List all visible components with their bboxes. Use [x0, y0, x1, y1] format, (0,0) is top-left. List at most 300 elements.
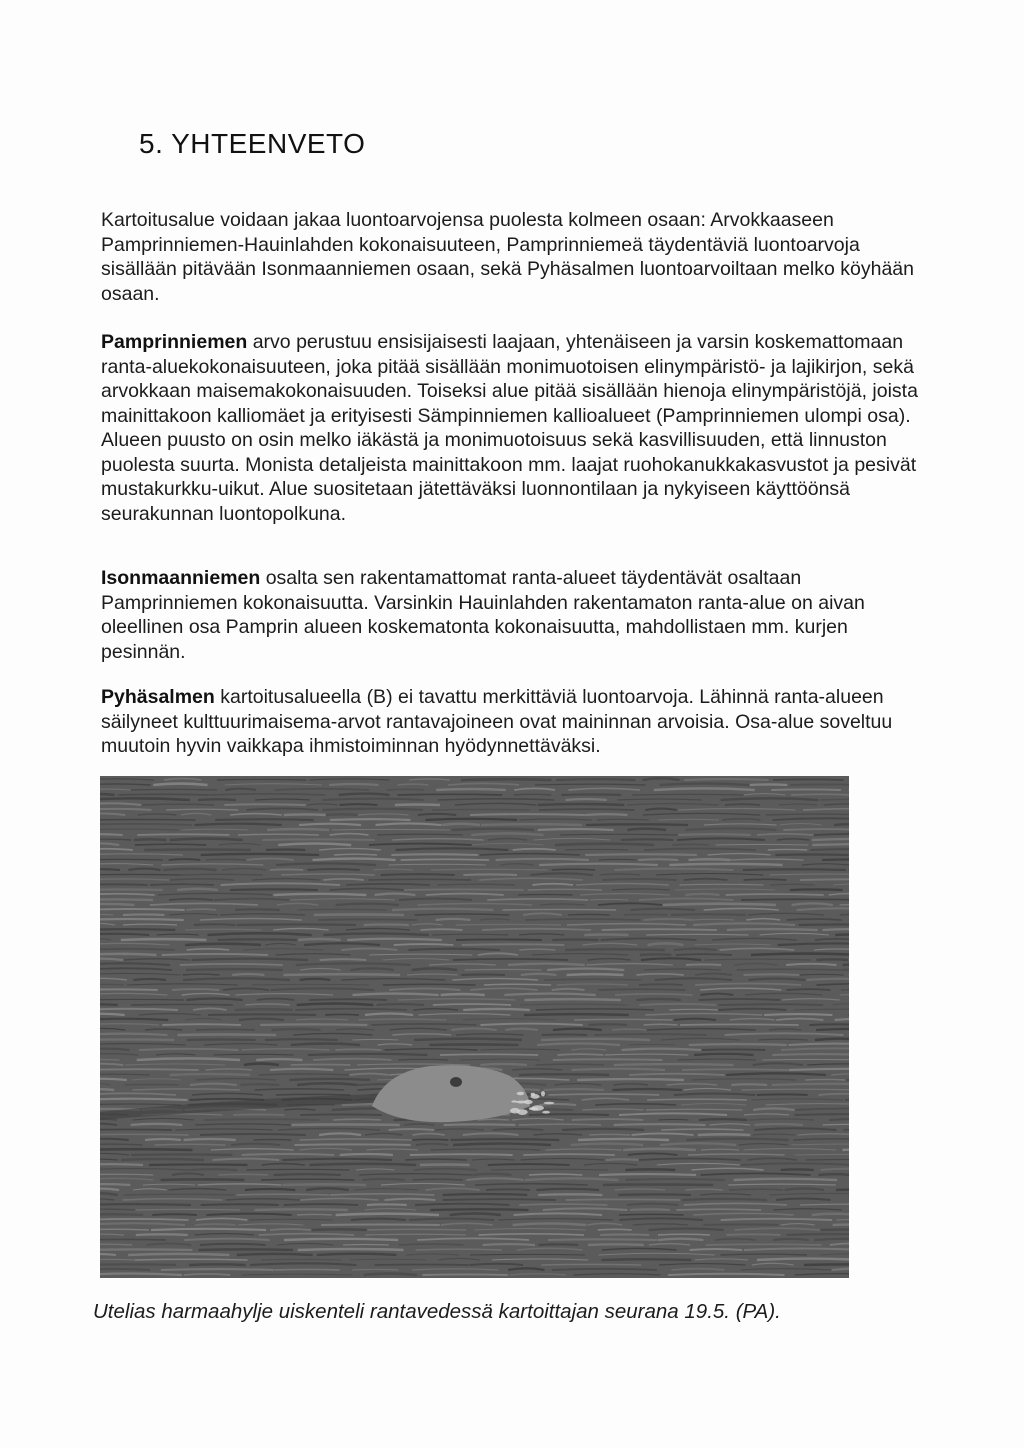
wave-ripple	[100, 884, 148, 885]
wave-ripple	[295, 1144, 411, 1145]
wave-ripple	[245, 1189, 295, 1190]
wave-ripple	[317, 1254, 397, 1255]
wave-ripple	[590, 899, 628, 900]
wave-ripple	[701, 1149, 739, 1150]
wave-ripple	[456, 924, 561, 925]
wave-ripple	[814, 834, 849, 835]
wave-ripple	[702, 1049, 765, 1050]
wave-ripple	[100, 819, 195, 820]
wave-ripple	[100, 1229, 149, 1230]
wave-ripple	[162, 1024, 240, 1025]
wave-ripple	[685, 894, 719, 895]
wave-ripple	[180, 874, 262, 875]
wave-ripple	[204, 1119, 319, 1120]
wave-ripple	[473, 1174, 512, 1175]
wave-ripple	[100, 999, 184, 1000]
wave-ripple	[555, 844, 654, 845]
wave-ripple	[413, 1179, 463, 1180]
wave-ripple	[200, 1134, 306, 1135]
wave-ripple	[336, 1214, 439, 1215]
wave-ripple	[553, 1059, 663, 1060]
wave-ripple	[820, 1229, 849, 1230]
wave-ripple	[443, 1194, 527, 1195]
wave-ripple	[177, 1034, 276, 1035]
wave-ripple	[391, 854, 478, 855]
splash-droplet	[542, 1111, 550, 1114]
wave-ripple	[557, 1054, 603, 1055]
wave-ripple	[100, 904, 134, 905]
wave-ripple	[284, 1239, 398, 1240]
wave-ripple	[189, 1264, 246, 1265]
wave-ripple	[561, 794, 621, 795]
wave-ripple	[136, 1234, 188, 1235]
wave-ripple	[367, 1204, 407, 1205]
wave-ripple	[273, 894, 366, 895]
wave-ripple	[196, 1029, 255, 1030]
wave-ripple	[525, 919, 640, 920]
wave-ripple	[799, 924, 849, 925]
wave-ripple	[186, 909, 216, 910]
paragraph-pamprinniemi-text: arvo perustuu ensisijaisesti laajaan, yhtenäiseen ja varsin koskemattomaan ranta-aluekokonaisuuteen, joka pitää sisällään monimuotoisen elinympäristö- ja lajikirjon, sekä arvokkaan maisemakokonaisuuden. Toiseksi alue pitää sisällään hienoja elinympäristöjä, joista mainittakoon kalliomäet ja erityisesti Sämpinniemen kallioalueet (Pamprinniemen ulompi osa). Alueen puusto on osin melko iäkästä ja monimuotoisuus sekä kasvillisuuden, että linnuston puolesta suurta. Monista detaljeista mainittakoon mm. laajat ruohokanukkakasvustot ja pesivät mustakurkku-uikut. Alue suositetaan jätettäväksi luonnontilaan ja nykyiseen käyttöönsä seurakunnan luontopolkuna.	[101, 331, 918, 525]
wave-ripple	[307, 869, 359, 870]
wave-ripple	[682, 1199, 767, 1200]
wave-ripple	[639, 1004, 716, 1005]
wave-ripple	[726, 1234, 780, 1235]
wave-ripple	[230, 889, 318, 890]
wave-ripple	[100, 1089, 114, 1090]
wave-ripple	[199, 1249, 294, 1250]
wave-ripple	[291, 1064, 351, 1065]
wave-ripple	[254, 1139, 292, 1140]
wave-ripple	[267, 829, 329, 830]
wave-ripple	[810, 849, 849, 850]
wave-ripple	[461, 974, 504, 975]
wave-ripple	[100, 859, 163, 860]
wave-ripple	[224, 804, 305, 805]
wave-ripple	[682, 1069, 789, 1070]
wave-ripple	[262, 839, 374, 840]
wave-ripple	[137, 834, 229, 835]
wave-ripple	[743, 869, 846, 870]
wave-ripple	[389, 1129, 435, 1130]
wave-ripple	[833, 1224, 849, 1225]
wave-ripple	[145, 1139, 181, 1140]
wave-ripple	[270, 869, 303, 870]
wave-ripple	[381, 874, 455, 875]
wave-ripple	[677, 1209, 762, 1210]
wave-ripple	[842, 969, 849, 970]
wave-ripple	[669, 1009, 717, 1010]
wave-ripple	[134, 839, 166, 840]
wave-ripple	[614, 1064, 734, 1065]
wave-ripple	[364, 1274, 417, 1275]
wave-ripple	[135, 844, 206, 845]
wave-ripple	[757, 1094, 808, 1095]
wave-ripple	[320, 959, 367, 960]
wave-ripple	[840, 904, 849, 905]
wave-ripple	[131, 789, 217, 790]
wave-ripple	[437, 884, 515, 885]
wave-ripple	[814, 1239, 849, 1240]
wave-ripple	[194, 824, 281, 825]
wave-ripple	[669, 864, 782, 865]
wave-ripple	[362, 1179, 404, 1180]
wave-ripple	[835, 934, 849, 935]
wave-ripple	[689, 1044, 787, 1045]
wave-ripple	[463, 1009, 530, 1010]
wave-ripple	[816, 959, 848, 960]
wave-ripple	[699, 999, 780, 1000]
wave-ripple	[128, 1254, 229, 1255]
wave-ripple	[100, 1254, 116, 1255]
seal-photo	[100, 776, 849, 1278]
paragraph-isonmaanniemi-text: osalta sen rakentamattomat ranta-alueet täydentävät osaltaan Pamprinniemen kokonaisuutta. Varsinkin Hauinlahden rakentamaton ranta-alue on aivan oleellinen osa Pamprin alueen koskematonta kokonaisuutta, mahdollistaen mm. kurjen pesinnän.	[101, 567, 865, 663]
wave-ripple	[794, 1114, 849, 1115]
wave-ripple	[401, 859, 489, 860]
wave-ripple	[441, 994, 485, 995]
wave-ripple	[556, 779, 635, 780]
wave-ripple	[232, 974, 264, 975]
wave-ripple	[300, 979, 331, 980]
wave-ripple	[729, 1189, 783, 1190]
wave-ripple	[618, 1194, 691, 1195]
wave-ripple	[806, 1159, 849, 1160]
term-pamprinniemi: Pamprinniemen	[101, 331, 248, 353]
wave-ripple	[255, 1209, 348, 1210]
wave-ripple	[658, 819, 719, 820]
wave-ripple	[309, 999, 387, 1000]
wave-ripple	[100, 1209, 135, 1210]
wave-ripple	[100, 1014, 125, 1015]
wave-ripple	[270, 1069, 334, 1070]
wave-ripple	[480, 1064, 526, 1065]
wave-ripple	[741, 899, 849, 900]
seal-eye	[450, 1077, 462, 1087]
photo-caption: Utelias harmaahylje uiskenteli rantavedessä kartoittajan seurana 19.5. (PA).	[93, 1300, 781, 1323]
wave-ripple	[297, 1214, 332, 1215]
wave-ripple	[123, 1194, 234, 1195]
wave-ripple	[161, 1269, 274, 1270]
wave-ripple	[404, 889, 523, 890]
wave-ripple	[496, 859, 589, 860]
wave-ripple	[719, 1004, 824, 1005]
wave-ripple	[177, 889, 218, 890]
wave-ripple	[420, 1164, 470, 1165]
wave-ripple	[414, 1039, 522, 1040]
wave-ripple	[282, 1184, 366, 1185]
wave-ripple	[823, 929, 849, 930]
wave-ripple	[144, 849, 250, 850]
term-pyhasalmi: Pyhäsalmen	[101, 686, 215, 708]
wave-ripple	[329, 784, 378, 785]
wave-ripple	[528, 889, 602, 890]
wave-ripple	[335, 1049, 381, 1050]
wave-ripple	[195, 1224, 235, 1225]
wave-ripple	[100, 1034, 168, 1035]
wave-ripple	[421, 929, 463, 930]
wave-ripple	[508, 964, 585, 965]
wave-ripple	[805, 1079, 845, 1080]
wave-ripple	[309, 1164, 416, 1165]
wave-ripple	[284, 814, 326, 815]
wave-ripple	[800, 879, 849, 880]
wave-ripple	[795, 1154, 849, 1155]
wave-ripple	[347, 939, 441, 940]
wave-ripple	[358, 1019, 446, 1020]
wave-ripple	[392, 909, 493, 910]
paragraph-intro-text: Kartoitusalue voidaan jakaa luontoarvojensa puolesta kolmeen osaan: Arvokkaaseen Pamprinniemen-Hauinlahden kokonaisuuteen, Pamprinniemeä täydentäviä luontoarvoja sisällään pitävään Isonmaanniemen osaan, sekä Pyhäsalmen luontoarvoiltaan melko köyhään osaan.	[101, 209, 915, 305]
splash-droplet	[531, 1094, 540, 1099]
wave-ripple	[100, 1019, 168, 1020]
wave-ripple	[644, 919, 693, 920]
paragraph-pyhasalmi-text: kartoitusalueella (B) ei tavattu merkittäviä luontoarvoja. Lähinnä ranta-alueen säilyneet kulttuurimaisema-arvot rantavajoineen ovat maininnan arvoisia. Osa-alue soveltuu muutoin hyvin vaikkapa ihmistoiminnan hyödynnettäväksi.	[101, 686, 893, 757]
wave-ripple	[134, 979, 166, 980]
wave-ripple	[339, 794, 390, 795]
wave-ripple	[100, 1074, 150, 1075]
wave-ripple	[566, 1199, 680, 1200]
wave-ripple	[836, 1189, 849, 1190]
wave-ripple	[809, 1024, 849, 1025]
wave-ripple	[787, 1234, 849, 1235]
wave-ripple	[789, 1069, 849, 1070]
wave-ripple	[768, 849, 808, 850]
wave-ripple	[698, 1134, 751, 1135]
wave-ripple	[772, 1084, 849, 1085]
wave-ripple	[100, 809, 151, 810]
wave-ripple	[375, 1264, 470, 1265]
wave-ripple	[725, 804, 760, 805]
wave-ripple	[334, 854, 377, 855]
wave-ripple	[185, 944, 261, 945]
wave-ripple	[298, 909, 386, 910]
wave-ripple	[461, 779, 551, 780]
wave-ripple	[271, 1029, 320, 1030]
wave-ripple	[674, 949, 717, 950]
wave-ripple	[151, 1229, 266, 1230]
wave-ripple	[325, 1014, 359, 1015]
wave-ripple	[452, 829, 534, 830]
wave-ripple	[816, 1029, 849, 1030]
wave-ripple	[217, 779, 306, 780]
wave-ripple	[330, 819, 411, 820]
wave-ripple	[416, 1249, 502, 1250]
wave-ripple	[823, 1124, 849, 1125]
wave-ripple	[686, 964, 721, 965]
wave-ripple	[625, 1169, 675, 1170]
wave-ripple	[150, 884, 214, 885]
wave-ripple	[646, 1109, 743, 1110]
wave-ripple	[100, 889, 163, 890]
section-heading: 5. YHTEENVETO	[139, 128, 366, 159]
wave-ripple	[627, 829, 666, 830]
wave-ripple	[308, 1054, 427, 1055]
wave-ripple	[750, 784, 787, 785]
wave-ripple	[194, 924, 236, 925]
wave-ripple	[822, 859, 849, 860]
wave-ripple	[690, 1249, 743, 1250]
wave-ripple	[440, 1054, 538, 1055]
wave-ripple	[614, 1124, 706, 1125]
wave-ripple	[663, 904, 776, 905]
wave-ripple	[536, 1189, 599, 1190]
wave-ripple	[568, 914, 610, 915]
wave-ripple	[685, 1189, 723, 1190]
wave-ripple	[332, 829, 450, 830]
wave-ripple	[100, 1144, 142, 1145]
paragraph-pyhasalmi	[101, 685, 931, 759]
wave-ripple	[647, 1099, 747, 1100]
wave-ripple	[541, 1039, 650, 1040]
wave-ripple	[383, 984, 476, 985]
wave-ripple	[716, 844, 809, 845]
wave-ripple	[572, 1119, 644, 1120]
wave-ripple	[100, 839, 131, 840]
splash-droplet	[531, 1107, 538, 1111]
wave-ripple	[352, 1269, 398, 1270]
wave-ripple	[367, 1229, 466, 1230]
wave-ripple	[602, 929, 717, 930]
splash-droplet	[541, 1091, 545, 1096]
wave-ripple	[131, 1154, 232, 1155]
wave-ripple	[819, 1174, 849, 1175]
wave-ripple	[521, 974, 557, 975]
wave-ripple	[298, 939, 340, 940]
wave-ripple	[377, 1004, 425, 1005]
wave-ripple	[488, 1164, 570, 1165]
wave-ripple	[162, 954, 268, 955]
wave-ripple	[639, 984, 683, 985]
wave-ripple	[771, 789, 841, 790]
wave-ripple	[640, 954, 672, 955]
wave-ripple	[240, 1084, 279, 1085]
wave-ripple	[731, 1084, 767, 1085]
wave-ripple	[470, 814, 585, 815]
wave-ripple	[694, 1054, 753, 1055]
wave-ripple	[100, 1249, 192, 1250]
paragraph-intro	[101, 208, 931, 306]
wave-ripple	[343, 1244, 389, 1245]
wave-ripple	[100, 929, 175, 930]
wave-ripple	[218, 939, 297, 940]
wave-ripple	[736, 969, 841, 970]
wave-ripple	[149, 1164, 247, 1165]
wave-ripple	[493, 1129, 544, 1130]
wave-ripple	[541, 1264, 641, 1265]
wave-ripple	[676, 954, 732, 955]
wave-ripple	[256, 1059, 302, 1060]
wave-ripple	[567, 974, 624, 975]
wave-ripple	[601, 1259, 691, 1260]
wave-ripple	[754, 1124, 802, 1125]
wave-ripple	[235, 909, 280, 910]
wave-ripple	[266, 849, 305, 850]
wave-ripple	[606, 1159, 639, 1160]
wave-ripple	[297, 1004, 374, 1005]
wave-ripple	[100, 869, 120, 870]
wave-ripple	[636, 999, 680, 1000]
wave-ripple	[153, 784, 207, 785]
wave-ripple	[435, 919, 470, 920]
wave-ripple	[121, 1159, 204, 1160]
wave-ripple	[548, 1239, 657, 1240]
wave-ripple	[169, 859, 201, 860]
wave-ripple	[100, 874, 180, 875]
wave-ripple	[692, 919, 734, 920]
wave-ripple	[658, 1119, 688, 1120]
wave-ripple	[100, 919, 184, 920]
wave-ripple	[436, 789, 506, 790]
term-isonmaanniemi: Isonmaanniemen	[101, 567, 261, 589]
wave-ripple	[773, 779, 844, 780]
wave-ripple	[744, 879, 787, 880]
wave-ripple	[154, 1144, 225, 1145]
wave-ripple	[470, 1254, 585, 1255]
wave-ripple	[462, 944, 565, 945]
wave-ripple	[100, 1149, 192, 1150]
wave-ripple	[121, 939, 207, 940]
wave-ripple	[544, 979, 641, 980]
wave-ripple	[242, 1154, 335, 1155]
wave-ripple	[503, 909, 616, 910]
wave-ripple	[100, 1239, 166, 1240]
wave-ripple	[770, 884, 814, 885]
wave-ripple	[321, 1224, 440, 1225]
wave-ripple	[244, 1064, 279, 1065]
wave-ripple	[387, 789, 424, 790]
wave-ripple	[397, 794, 502, 795]
wave-ripple	[235, 1009, 293, 1010]
wave-ripple	[100, 934, 149, 935]
wave-ripple	[548, 1094, 659, 1095]
wave-ripple	[208, 1014, 316, 1015]
wave-ripple	[456, 939, 542, 940]
wave-ripple	[432, 809, 530, 810]
wave-ripple	[686, 1139, 788, 1140]
wave-ripple	[744, 974, 800, 975]
wave-ripple	[170, 839, 243, 840]
wave-ripple	[422, 1274, 507, 1275]
wave-ripple	[260, 1024, 367, 1025]
paragraph-pamprinniemi	[101, 330, 931, 526]
wave-ripple	[465, 969, 542, 970]
wave-ripple	[215, 819, 313, 820]
wave-ripple	[136, 1209, 240, 1210]
wave-ripple	[477, 1119, 509, 1120]
wave-ripple	[584, 934, 628, 935]
wave-ripple	[186, 969, 283, 970]
wave-ripple	[100, 1039, 174, 1040]
wave-ripple	[484, 984, 551, 985]
wave-ripple	[834, 824, 849, 825]
wave-ripple	[566, 799, 607, 800]
wave-ripple	[790, 784, 849, 785]
wave-ripple	[198, 799, 236, 800]
wave-ripple	[585, 854, 697, 855]
wave-ripple	[100, 1059, 120, 1060]
wave-ripple	[775, 854, 848, 855]
wave-ripple	[100, 1174, 153, 1175]
wave-ripple	[619, 1214, 684, 1215]
wave-ripple	[353, 1039, 399, 1040]
wave-ripple	[586, 814, 628, 815]
wave-ripple	[125, 1084, 179, 1085]
water-with-seal-image	[100, 776, 849, 1278]
wave-ripple	[630, 1209, 670, 1210]
wave-ripple	[314, 914, 404, 915]
wave-ripple	[395, 804, 440, 805]
wave-ripple	[600, 1234, 649, 1235]
wave-ripple	[598, 1229, 632, 1230]
